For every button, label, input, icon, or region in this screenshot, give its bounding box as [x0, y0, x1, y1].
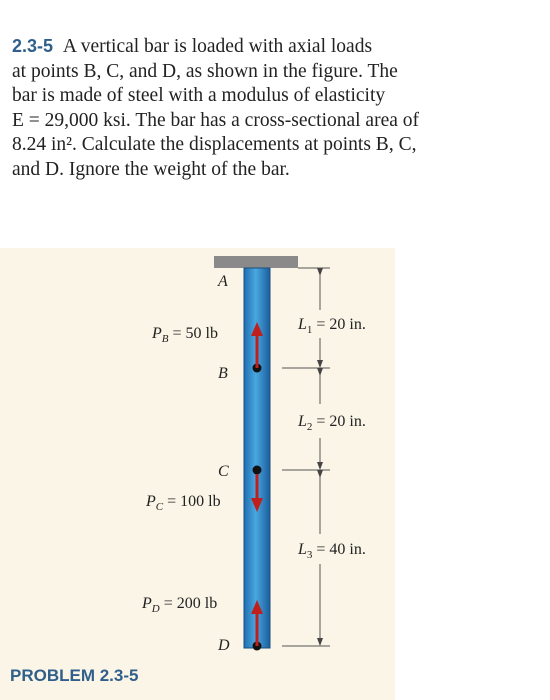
problem-line-6: and D. Ignore the weight of the bar. — [12, 158, 290, 180]
fixed-support — [214, 256, 298, 268]
problem-text-line: A vertical bar is loaded with axial loads — [62, 36, 373, 57]
problem-number: 2.3-5 — [12, 36, 54, 56]
problem-line-4: E = 29,000 ksi. The bar has a cross-sectional area of — [12, 109, 420, 131]
length-label-l3: $L_3 = 40$ in. — [298, 541, 366, 561]
load-label-pd: $P_D = 200$ lb — [142, 595, 218, 615]
problem-line-3: bar is made of steel with a modulus of elasticity — [12, 85, 386, 106]
load-label-pb: $P_B = 50$ lb — [152, 325, 218, 345]
figure-panel — [0, 248, 395, 700]
point-d-label: D — [218, 637, 230, 654]
point-b-label: B — [218, 365, 228, 382]
problem-line-1 — [12, 34, 540, 60]
length-label-l2: $L_2 = 20$ in. — [298, 413, 366, 433]
problem-caption: PROBLEM 2.3-5 — [10, 666, 139, 685]
load-label-pc: $P_C = 100$ lb — [146, 493, 221, 513]
point-c-label: C — [218, 463, 229, 480]
problem-statement — [12, 34, 540, 182]
problem-line-2: at points B, C, and D, as shown in the figure. The — [12, 60, 398, 82]
bar-figure — [0, 248, 395, 700]
problem-line-5: 8.24 in². Calculate the displacements at points B, C, — [12, 134, 417, 155]
point-c-dot — [253, 466, 262, 475]
length-label-l1: $L_1 = 20$ in. — [298, 316, 366, 336]
point-a-label: A — [218, 273, 228, 290]
